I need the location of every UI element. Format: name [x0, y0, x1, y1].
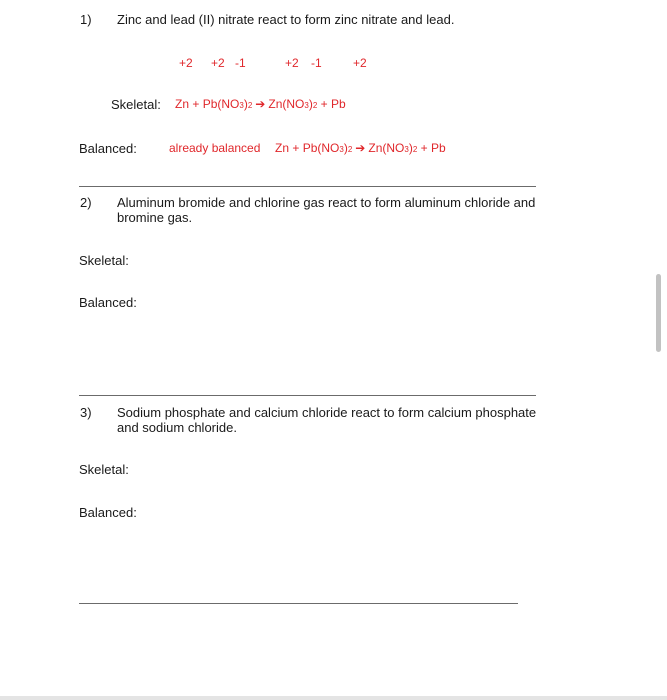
eq-close-b: ): [408, 141, 413, 155]
divider-1: [79, 186, 536, 187]
right-arrow-icon: ➔: [355, 141, 366, 155]
charge-zn-product: +2: [285, 56, 299, 70]
q2-skeletal-label: Skeletal:: [79, 253, 129, 268]
eq-zn: Zn +: [275, 141, 300, 155]
charge-no3-product: -1: [311, 56, 322, 70]
eq-pb-no3: Pb(NO: [202, 97, 240, 111]
eq-close-b: ): [308, 97, 313, 111]
q1-number: 1): [80, 12, 92, 27]
divider-3: [79, 603, 518, 604]
eq-zn-no3: Zn(NO: [268, 97, 305, 111]
eq-plus-pb: + Pb: [320, 97, 346, 111]
charge-pb: +2: [211, 56, 225, 70]
q1-balanced-equation: Zn + Pb(NO 3 ) 2 ➔ Zn(NO 3 ) 2 + Pb: [275, 141, 446, 155]
right-arrow-icon: ➔: [255, 97, 266, 111]
q2-number: 2): [80, 195, 92, 210]
charge-pb-product: +2: [353, 56, 367, 70]
q3-balanced-label: Balanced:: [79, 505, 137, 520]
eq-close: ): [243, 97, 248, 111]
q2-prompt: Aluminum bromide and chlorine gas react to form aluminum chloride and bromine gas.: [117, 195, 536, 225]
eq-close: ): [343, 141, 348, 155]
eq-pb-no3: Pb(NO: [302, 141, 340, 155]
charge-no3: -1: [235, 56, 246, 70]
eq-plus-pb: + Pb: [420, 141, 446, 155]
q3-skeletal-label: Skeletal:: [79, 462, 129, 477]
q1-skeletal-label: Skeletal:: [111, 97, 161, 112]
charge-zn: +2: [179, 56, 193, 70]
q1-balanced-label: Balanced:: [79, 141, 137, 156]
q1-balanced-note: already balanced: [169, 141, 261, 155]
vertical-scrollbar[interactable]: [656, 274, 661, 352]
divider-2: [79, 395, 536, 396]
eq-zn-no3: Zn(NO: [368, 141, 405, 155]
q2-balanced-label: Balanced:: [79, 295, 137, 310]
q1-skeletal-equation: Zn + Pb(NO 3 ) 2 ➔ Zn(NO 3 ) 2 + Pb: [175, 97, 346, 111]
q1-prompt: Zinc and lead (II) nitrate react to form zinc nitrate and lead.: [117, 12, 455, 27]
q3-number: 3): [80, 405, 92, 420]
eq-zn: Zn +: [175, 97, 200, 111]
bottom-edge: [0, 696, 667, 700]
q3-prompt: Sodium phosphate and calcium chloride react to form calcium phosphate and sodium chloride.: [117, 405, 537, 435]
